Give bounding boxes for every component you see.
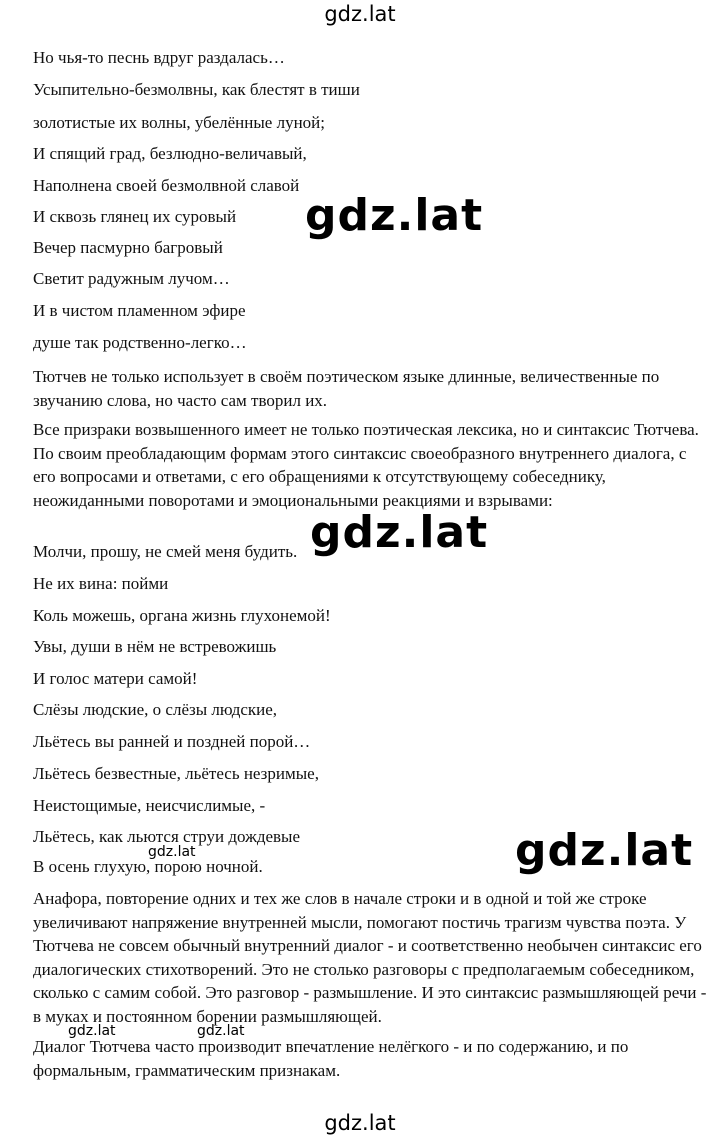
poem-line: И спящий град, безлюдно-величавый,: [33, 144, 307, 163]
poem-line: Наполнена своей безмолвной славой: [33, 176, 300, 195]
paragraph-3: Анафора, повторение одних и тех же слов в начале строки и в одной и той же строке увеличивают напряжение внутренней мысли, помогают постичь трагизм чувства поэта. У Тютчева не совсем обычный внутренний диалог - и соответственно необычен синтаксис его диалогических стихотворений. Это не столько разговоры с предполагаемым собеседником, сколько с самим собой. Это разговор - размышление. И это синтаксис размышляющей речи - в муках и постоянном борении размышляющей.: [33, 889, 707, 1026]
poem-line: Светит радужным лучом…: [33, 269, 230, 288]
watermark-large: gdz.lat: [515, 825, 694, 876]
poem-line: Увы, души в нём не встревожишь: [33, 637, 277, 656]
poem-line: Льётесь вы ранней и поздней порой…: [33, 732, 311, 751]
poem-line: Усыпительно-безмолвны, как блестят в тиши: [33, 80, 360, 99]
poem-line: душе так родственно-легко…: [33, 333, 247, 352]
poem-line: Но чья-то песнь вдруг раздалась…: [33, 48, 285, 67]
watermark-bottom: gdz.lat: [324, 1111, 396, 1135]
poem-line: И голос матери самой!: [33, 669, 198, 688]
paragraph-1: Тютчев не только использует в своём поэтическом языке длинные, величественные по звучанию слова, но часто сам творил их.: [33, 367, 660, 410]
poem-line: Коль можешь, органа жизнь глухонемой!: [33, 606, 331, 625]
poem-line: Вечер пасмурно багровый: [33, 238, 223, 257]
poem-line: Льётесь безвестные, льётесь незримые,: [33, 764, 319, 783]
poem-line: И сквозь глянец их суровый: [33, 207, 237, 226]
paragraph-4: Диалог Тютчева часто производит впечатление нелёгкого - и по содержанию, и по формальным, грамматическим признакам.: [33, 1037, 629, 1080]
poem-line: И в чистом пламенном эфире: [33, 301, 246, 320]
poem-line: Молчи, прошу, не смей меня будить.: [33, 542, 298, 561]
watermark-large: gdz.lat: [305, 190, 484, 241]
watermark-large: gdz.lat: [310, 507, 489, 558]
poem-line: Льётесь, как льются струи дождевые: [33, 827, 301, 846]
poem-line: Слёзы людские, о слёзы людские,: [33, 700, 278, 719]
watermark-small: gdz.lat: [197, 1023, 245, 1039]
watermark-top: gdz.lat: [324, 2, 396, 26]
poem-line: золотистые их волны, убелённые луной;: [33, 113, 325, 132]
watermark-small: gdz.lat: [148, 844, 196, 860]
poem-line: Не их вина: пойми: [33, 574, 169, 593]
watermark-small: gdz.lat: [68, 1023, 116, 1039]
paragraph-2: Все призраки возвышенного имеет не только поэтическая лексика, но и синтаксис Тютчева. По своим преобладающим формам этого синтаксис своеобразного внутреннего диалога, с его вопросами и ответами, с его обращениями к отсутствующему собеседнику, неожиданными поворотами и эмоциональными реакциями и взрывами:: [33, 420, 699, 510]
poem-line: В осень глухую, порою ночной.: [33, 857, 263, 876]
poem-line: Неистощимые, неисчислимые, -: [33, 796, 266, 815]
